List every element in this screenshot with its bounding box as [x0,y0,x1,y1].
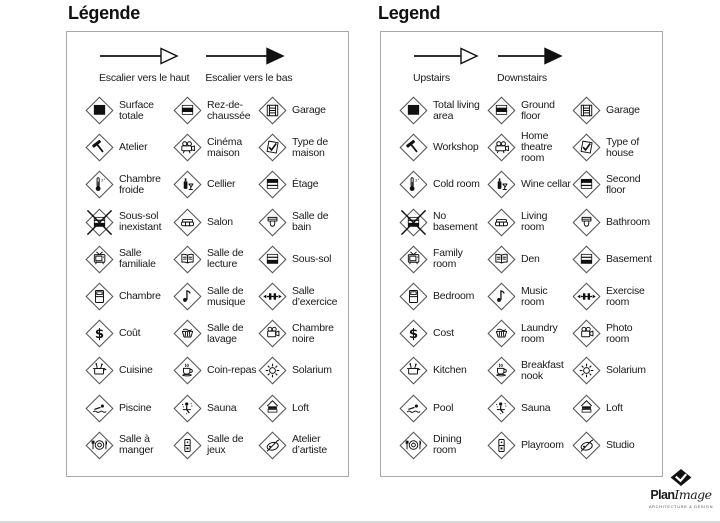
planimage-logo [645,469,717,509]
legend-item-label: Cuisine [119,364,153,377]
stairs-up-arrow-icon [99,47,189,70]
legend-item-label: Workshop [433,141,479,154]
legend-item [399,352,487,389]
legend-item-label: Dining room [433,433,462,457]
stairs-down-label: Downstairs [497,72,547,84]
legend-item [258,352,343,389]
svg-text:$: $ [408,327,419,343]
legend-item [258,166,343,203]
legend-item [487,129,572,166]
legend-item [258,315,343,352]
planimage-wordmark [645,487,717,503]
legend-item-label: Sous-sol [292,252,332,265]
legend-item-label: Salle de jeux [207,433,244,457]
coffee-cup-icon [173,356,202,385]
legend-item-label: Second floor [606,172,641,196]
legend-item [487,352,572,389]
legend-item-label: Sauna [521,401,551,414]
legend-item-label: Salon [207,215,233,228]
legend-item [173,166,258,203]
projector-icon [487,133,516,162]
legend-item-label: Bedroom [433,290,475,303]
legend-item [258,92,343,129]
legend-item [399,278,487,315]
legend-item-label: Salle à manger [119,433,154,457]
legend-item [85,427,173,464]
legend-panel-french [66,31,349,477]
legend-item [85,92,173,129]
brand-plan-text: Plan [650,488,675,502]
legend-item [399,241,487,278]
stairs-down-legend [497,47,565,84]
legend-item-label: Cellier [207,178,236,191]
garage-icon [572,96,601,125]
loft-roof-icon [572,394,601,423]
legend-item [258,204,343,241]
legend-item-label: Total living area [433,98,480,122]
legend-item-label: Atelier d’artiste [292,433,327,457]
palette-icon [572,431,601,460]
legend-item-label: Sauna [207,401,237,414]
legend-item [85,241,173,278]
legend-item [173,352,258,389]
legend-item-label: Den [521,252,540,265]
legend-item [399,129,487,166]
legend-item [85,315,173,352]
open-book-icon [173,245,202,274]
legend-item [572,241,657,278]
stairs-up-legend [413,47,481,84]
legend-item-label: Chambre froide [119,172,161,196]
legend-item-label: Salle de musique [207,284,246,308]
legend-item [85,129,173,166]
legend-grid-french [85,92,348,464]
legend-item [258,129,343,166]
stairs-up-label: Upstairs [413,72,450,84]
toilet-icon [572,208,601,237]
cooking-pot-icon [85,356,114,385]
legend-item [173,204,258,241]
legend-item-label: Kitchen [433,364,467,377]
stair-arrows-english [413,47,662,84]
floors-bottom-icon [572,245,601,274]
legend-item-label: Wine cellar [521,178,571,191]
wine-cellar-icon [487,170,516,199]
legend-item [258,427,343,464]
house-check-icon [258,133,287,162]
legend-item-label: Coin-repas [207,364,257,377]
legend-item-label: Type de maison [292,135,328,159]
legend-item [399,92,487,129]
legend-item [399,166,487,203]
legend-item [399,315,487,352]
legend-item [487,166,572,203]
legend-item-label: Loft [292,401,309,414]
legend-item-label: Salle familiale [119,247,156,271]
stairs-down-arrow-icon [205,47,292,70]
legend-item [572,204,657,241]
plate-cutlery-icon [399,431,428,460]
legend-item [572,390,657,427]
legend-item [572,278,657,315]
open-book-icon [487,245,516,274]
thermometer-icon [85,170,114,199]
sun-icon [572,356,601,385]
floors-total-icon [85,96,114,125]
legend-item [487,92,572,129]
stairs-up-label: Escalier vers le haut [99,72,190,84]
floors-middle-icon [487,96,516,125]
legend-item [258,390,343,427]
legend-item-label: Living room [521,210,548,234]
legend-item-label: Breakfast nook [521,358,564,382]
dumbbell-icon [572,282,601,311]
music-note-icon [487,282,516,311]
legend-item [487,241,572,278]
legend-item-label: Garage [292,104,326,117]
legend-item-label: Photo room [606,321,633,345]
loft-roof-icon [258,394,287,423]
legend-item-label: Chambre [119,290,161,303]
sauna-person-icon [173,394,202,423]
legend-item [487,315,572,352]
legend-item [173,390,258,427]
swimmer-icon [399,394,428,423]
french-panel-title: Légende [68,3,140,23]
legend-item-label: Ground floor [521,98,555,122]
legend-item-label: Exercise room [606,284,645,308]
legend-item [487,427,572,464]
legend-item [85,278,173,315]
bed-icon [85,282,114,311]
stairs-up-arrow-icon [413,47,481,70]
legend-item-label: Solarium [606,364,646,377]
legend-item [487,390,572,427]
legend-item [173,92,258,129]
floors-middle-icon [173,96,202,125]
thermometer-icon [399,170,428,199]
svg-text:$: $ [94,327,105,343]
palette-icon [258,431,287,460]
svg-text:2°: 2° [415,179,420,184]
legend-item-label: Basement [606,252,652,265]
music-note-icon [173,282,202,311]
no-basement-icon [85,208,114,237]
cooking-pot-icon [399,356,428,385]
legend-item-label: No basement [433,210,478,234]
game-piece-icon [173,431,202,460]
legend-item [399,390,487,427]
legend-item [572,129,657,166]
hammer-icon [85,133,114,162]
brand-image-text: Image [674,487,712,502]
legend-item [487,278,572,315]
diamond-check-icon [670,469,692,486]
floors-total-icon [399,96,428,125]
legend-item-label: Sous-sol inexistant [119,210,162,234]
legend-item-label: Salle de lavage [207,321,244,345]
tv-icon [399,245,428,274]
legend-item-label: Atelier [119,141,148,154]
laundry-basin-icon [173,319,202,348]
no-basement-icon [399,208,428,237]
coffee-cup-icon [487,356,516,385]
tv-icon [85,245,114,274]
legend-item-label: Cost [433,327,454,340]
legend-item [258,278,343,315]
dumbbell-icon [258,282,287,311]
legend-item-label: Piscine [119,401,152,414]
legend-item-label: Playroom [521,438,564,451]
legend-item-label: Type of house [606,135,640,159]
stair-arrows-french [99,47,348,84]
legend-item [173,241,258,278]
legend-item [399,204,487,241]
legend-grid-english [399,92,662,464]
sofa-icon [487,208,516,237]
english-panel-title: Legend [378,3,441,23]
floors-bottom-icon [258,245,287,274]
legend-item [572,166,657,203]
legend-item-label: Surface totale [119,98,154,122]
plate-cutlery-icon [85,431,114,460]
legend-item-label: Solarium [292,364,332,377]
sofa-icon [173,208,202,237]
toilet-icon [258,208,287,237]
legend-item [85,204,173,241]
legend-item-label: Cold room [433,178,480,191]
hammer-icon [399,133,428,162]
legend-item [173,315,258,352]
legend-panel-english [380,31,663,477]
legend-item-label: Laundry room [521,321,558,345]
dollar-icon [399,319,428,348]
legend-item [173,427,258,464]
projector-icon [173,133,202,162]
legend-item-label: Home theatre room [521,130,553,165]
legend-item-label: Salle de lecture [207,247,244,271]
legend-item-label: Pool [433,401,454,414]
legend-item [173,129,258,166]
legend-item [572,315,657,352]
legend-item-label: Coût [119,327,141,340]
legend-item-label: Family room [433,247,463,271]
floors-top-icon [258,170,287,199]
stairs-down-label: Escalier vers le bas [205,72,293,84]
bed-icon [399,282,428,311]
svg-text:2°: 2° [101,179,106,184]
legend-item [399,427,487,464]
legend-item-label: Cinéma maison [207,135,242,159]
legend-item-label: Loft [606,401,623,414]
game-piece-icon [487,431,516,460]
legend-item [572,92,657,129]
legend-item [85,166,173,203]
legend-item-label: Music room [521,284,548,308]
legend-item [85,390,173,427]
camera-icon [258,319,287,348]
garage-icon [258,96,287,125]
house-check-icon [572,133,601,162]
legend-item-label: Salle de bain [292,210,329,234]
swimmer-icon [85,394,114,423]
legend-item-label: Studio [606,438,635,451]
legend-item [258,241,343,278]
legend-item [85,352,173,389]
legend-item [487,204,572,241]
stairs-up-legend [99,47,189,84]
legend-item-label: Étage [292,178,319,191]
legend-item [572,427,657,464]
legend-item-label: Salle d’exercice [292,284,338,308]
legend-item [173,278,258,315]
stairs-down-legend [205,47,292,84]
legend-item [572,352,657,389]
sun-icon [258,356,287,385]
stairs-down-arrow-icon [497,47,565,70]
dollar-icon [85,319,114,348]
legend-item-label: Bathroom [606,215,650,228]
logo-caption: ARCHITECTURE & DESIGN [648,503,714,509]
camera-icon [572,319,601,348]
legend-item-label: Chambre noire [292,321,334,345]
laundry-basin-icon [487,319,516,348]
floors-top-icon [572,170,601,199]
legend-item-label: Rez-de-chaussée [207,98,251,122]
sauna-person-icon [487,394,516,423]
wine-cellar-icon [173,170,202,199]
legend-item-label: Garage [606,104,640,117]
